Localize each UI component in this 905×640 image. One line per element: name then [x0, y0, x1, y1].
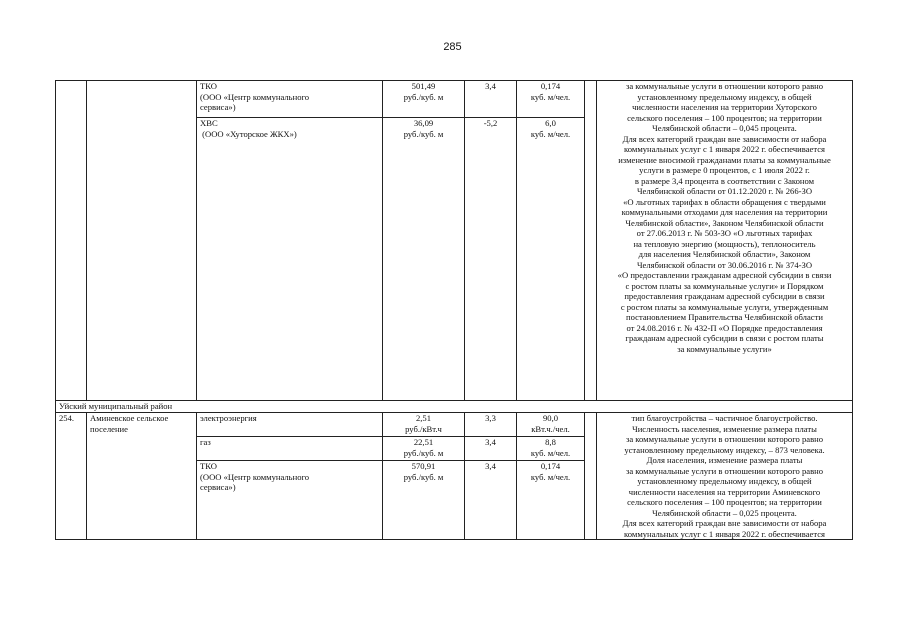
index-cell: 3,4	[465, 81, 517, 118]
description-line: установленному предельному индексу, в общей	[637, 91, 812, 102]
tariff-cell: 22,51 руб./куб. м	[383, 437, 465, 461]
norm-cell: 0,174 куб. м/чел.	[517, 81, 585, 118]
description-line: Челябинской области – 0,025 процента.	[652, 507, 797, 518]
description-line: за коммунальные услуги в отношении которого равно	[625, 465, 824, 476]
description-line: предоставления гражданам адресной субсидии в связи	[624, 291, 825, 301]
tariff-cell: 501,49 руб./куб. м	[383, 81, 465, 118]
description-line: Челябинской области от 30.06.2016 г. № 374-ЗО	[636, 259, 813, 270]
description-line: с ростом платы за коммунальные услуги» и Порядком	[625, 280, 824, 291]
description-line: за коммунальные услуги в отношении которого равно	[625, 434, 824, 444]
description-cell	[597, 413, 853, 540]
description-line: «О предоставлении гражданам адресной субсидии в связи	[617, 270, 832, 280]
description-line: от 24.08.2016 г. № 432-П «О Порядке предоставления	[626, 322, 823, 333]
description-line: для населения Челябинской области», Законом	[638, 249, 811, 259]
description-line: сельского поселения – 100 процентов; на территории	[627, 497, 822, 507]
description-line: Численность населения, изменение размера платы	[632, 423, 817, 434]
index-cell: -5,2	[465, 118, 517, 401]
tariff-cell: 570,91 руб./куб. м	[383, 461, 465, 540]
tariff-cell: 36,09 руб./куб. м	[383, 118, 465, 401]
region-title: Уйский муниципальный район	[56, 401, 853, 413]
description-line: установленному предельному индексу, в общей	[637, 476, 812, 486]
description-line: сельского поселения – 100 процентов; на территории	[627, 112, 822, 123]
settlement-cell: Аминевское сельское поселение	[87, 413, 197, 540]
spacer-cell	[585, 81, 597, 401]
service-cell: ТКО (ООО «Центр коммунального сервиса»)	[197, 461, 383, 540]
index-cell: 3,4	[465, 461, 517, 540]
tariff-cell: 2,51 руб./кВт.ч	[383, 413, 465, 437]
description-line: Доля населения, изменение размера платы	[646, 455, 803, 465]
description-line: постановлением Правительства Челябинской области	[626, 312, 823, 322]
service-cell: ТКО (ООО «Центр коммунального сервиса»)	[197, 81, 383, 118]
service-cell: ХВС (ООО «Хуторское ЖКХ»)	[197, 118, 383, 401]
index-cell: 3,4	[465, 437, 517, 461]
description-line: Для всех категорий граждан вне зависимости от набора	[622, 133, 827, 144]
description-cell	[597, 81, 853, 401]
description-line: коммунальных услуг с 1 января 2022 г. обеспечивается	[624, 144, 825, 154]
spacer-cell	[585, 413, 597, 540]
description-line: услуги в размере 0 процентов, с 1 июля 2022 г.	[639, 165, 810, 175]
norm-cell: 0,174 куб. м/чел.	[517, 461, 585, 540]
norm-cell: 90,0 кВт.ч./чел.	[517, 413, 585, 437]
index-cell: 3,3	[465, 413, 517, 437]
description-line: Челябинской области от 01.12.2020 г. № 266-ЗО	[636, 186, 813, 196]
description-line: коммунальных услуг с 1 января 2022 г. обеспечивается	[624, 528, 825, 539]
table-row	[56, 401, 853, 413]
description-line: Челябинской области – 0,045 процента.	[652, 123, 797, 133]
table-row	[56, 81, 853, 118]
description-line: «О льготных тарифах в области обращения с твердыми	[623, 196, 826, 207]
description-line: установленному предельному индексу, – 873 человека.	[624, 444, 825, 455]
service-cell: газ	[197, 437, 383, 461]
description-line: Челябинской области», Законом Челябинской области	[625, 217, 824, 228]
description-line: изменение вносимой гражданами платы за коммунальные	[618, 154, 831, 165]
norm-cell: 8,8 куб. м/чел.	[517, 437, 585, 461]
description-line: с ростом платы за коммунальные услуги, утвержденным	[620, 301, 829, 312]
description-line: тип благоустройства – частичное благоустройство.	[631, 413, 818, 423]
description-line: Для всех категорий граждан вне зависимости от набора	[622, 518, 827, 528]
description-line: гражданам адресной субсидии в связи с ростом платы	[625, 333, 824, 343]
description-line: за коммунальные услуги»	[677, 343, 772, 354]
number-cell-empty	[56, 81, 87, 401]
number-cell: 254.	[56, 413, 87, 540]
page-number: 285	[443, 41, 462, 53]
description-line: численности населения на территории Аминевского	[628, 486, 821, 497]
settlement-cell-empty	[87, 81, 197, 401]
description-line: на тепловую энергию (мощность), теплоноситель	[633, 238, 816, 249]
description-line: коммунальными отходами для населения на территории	[621, 207, 828, 217]
description-line: от 27.06.2013 г. № 503-ЗО «О льготных тарифах	[636, 228, 813, 238]
service-cell: электроэнергия	[197, 413, 383, 437]
tariff-table	[55, 80, 853, 540]
norm-cell: 6,0 куб. м/чел.	[517, 118, 585, 401]
description-line: в размере 3,4 процента в соответствии с Законом	[634, 175, 815, 186]
table-row	[56, 413, 853, 437]
description-line: численности населения на территории Хуторского	[632, 102, 817, 112]
description-line: за коммунальные услуги в отношении которого равно	[625, 81, 824, 91]
